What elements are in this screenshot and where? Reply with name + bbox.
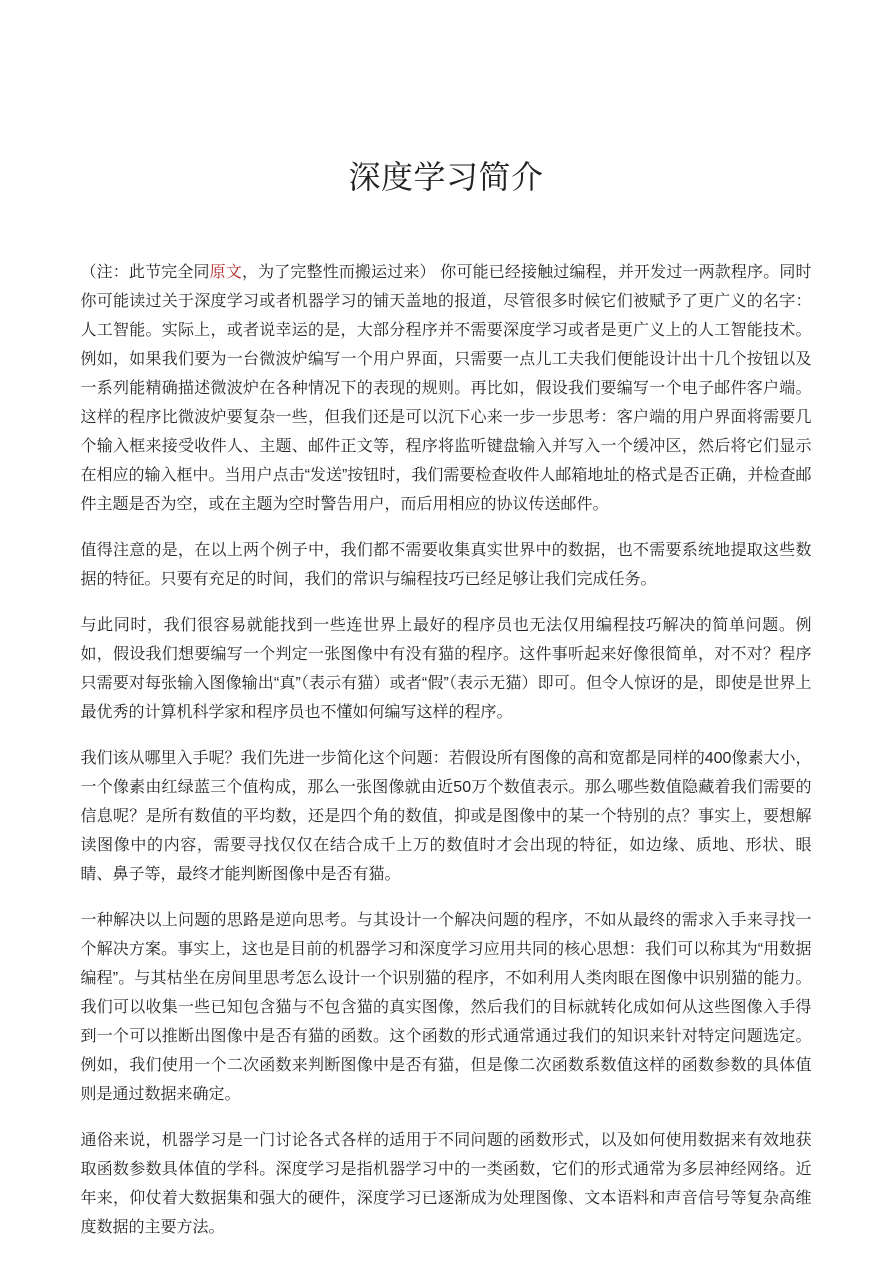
paragraph-programming-with-data: 一种解决以上问题的思路是逆向思考。与其设计一个解决问题的程序，不如从最终的需求入手来寻找一个解决方案。事实上，这也是目前的机器学习和深度学习应用共同的核心思想：我们可以称其为“用数据编程”。与其枯坐在房间里思考怎么设计一个识别猫的程序，不如利用人类肉眼在图像中识别猫的能力。我们可以收集一些已知包含猫与不包含猫的真实图像，然后我们的目标就转化成如何从这些图像入手得到一个可以推断出图像中是否有猫的函数。这个函数的形式通常通过我们的知识来针对特定问题选定。例如，我们使用一个二次函数来判断图像中是否有猫，但是像二次函数系数值这样的函数参数的具体值则是通过数据来确定。: [80, 912, 812, 1104]
paragraph-text-after-link: ，为了完整性而搬运过来） 你可能已经接触过编程，并开发过一两款程序。同时你可能读过关于深度学习或者机器学习的铺天盖地的报道，尽管很多时候它们被赋予了更广义的名字：人工智能。实际上，或者说幸运的是，大部分程序并不需要深度学习或者是更广义上的人工智能技术。例如，如果我们要为一台微波炉编写一个用户界面，只需要一点儿工夫我们便能设计出十几个按钮以及一系列能精确描述微波炉在各种情况下的表现的规则。再比如，假设我们要编写一个电子邮件客户端。这样的程序比微波炉要复杂一些，但我们还是可以沉下心来一步一步思考：客户端的用户界面将需要几个输入框来接受收件人、主题、邮件正文等，程序将监听键盘输入并写入一个缓冲区，然后将它们显示在相应的输入框中。当用户点击“发送”按钮时，我们需要检查收件人邮箱地址的格式是否正确，并检查邮件主题是否为空，或在主题为空时警告用户，而后用相应的协议传送邮件。: [80, 264, 812, 514]
document-page: [81, 0, 812, 1242]
paragraph-machine-learning-definition: 通俗来说，机器学习是一门讨论各式各样的适用于不同问题的函数形式，以及如何使用数据来有效地获取函数参数具体值的学科。深度学习是指机器学习中的一类函数，它们的形式通常为多层神经网络。近年来，仰仗着大数据集和强大的硬件，深度学习已逐渐成为处理图像、文本语料和声音信号等复杂高维度数据的主要方法。: [80, 1132, 812, 1237]
page-title: 深度学习简介: [348, 159, 544, 195]
original-text-link[interactable]: 原文: [209, 264, 242, 282]
paragraph-text-before-link: （注：此节完全同: [80, 264, 210, 282]
paragraph-intro-note: [81, 258, 812, 519]
paragraph-cat-detection-problem: 与此同时，我们很容易就能找到一些连世界上最好的程序员也无法仅用编程技巧解决的简单问题。例如，假设我们想要编写一个判定一张图像中有没有猫的程序。这件事听起来好像很简单，对不对？程序只需要对每张输入图像输出“真”（表示有猫）或者“假”（表示无猫）即可。但令人惊讶的是，即使是世界上最优秀的计算机科学家和程序员也不懂如何编写这样的程序。: [80, 617, 812, 722]
paragraph-image-values: 我们该从哪里入手呢？我们先进一步简化这个问题：若假设所有图像的高和宽都是同样的400像素大小，一个像素由红绿蓝三个值构成，那么一张图像就由近50万个数值表示。那么哪些数值隐藏着我们需要的信息呢？是所有数值的平均数，还是四个角的数值，抑或是图像中的某一个特别的点？事实上，要想解读图像中的内容，需要寻找仅仅在结合成千上万的数值时才会出现的特征，如边缘、质地、形状、眼睛、鼻子等，最终才能判断图像中是否有猫。: [80, 750, 812, 884]
paragraph-no-real-data: 值得注意的是，在以上两个例子中，我们都不需要收集真实世界中的数据，也不需要系统地提取这些数据的特征。只要有充足的时间，我们的常识与编程技巧已经足够让我们完成任务。: [80, 542, 812, 589]
